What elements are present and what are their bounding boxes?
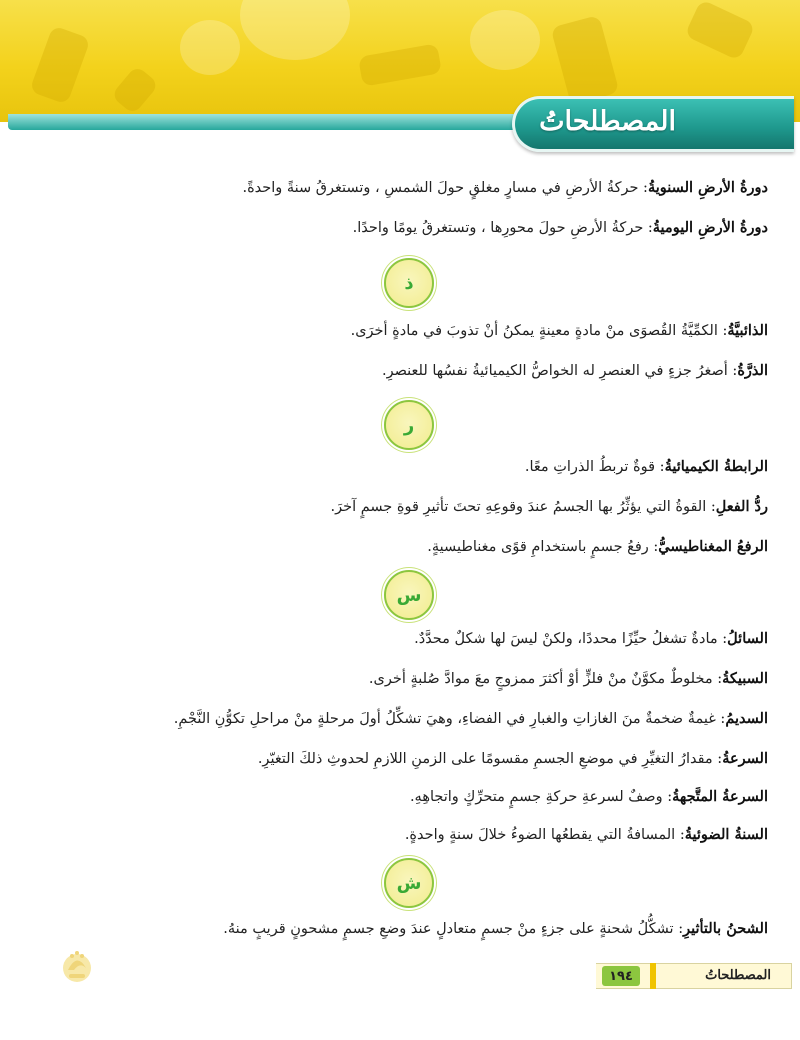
entry-term: الرفعُ المغناطيسيُّ <box>658 538 768 555</box>
entry-definition: : مخلوطٌ مكوَّنٌ منْ فلزٍّ أوْ أكثرَ ممزوجٍ معَ موادَّ صُلبةٍ أخرى. <box>368 671 723 687</box>
entry-term: السرعةُ <box>722 750 768 767</box>
section-letter-badge: ش <box>384 858 434 908</box>
entry-term: السديمُ <box>725 710 768 727</box>
entry-term: السنةُ الضوئيةُ <box>684 826 768 843</box>
entry-term: الذائبيَّةُ <box>727 322 768 339</box>
page-title: المصطلحاتُ <box>539 106 676 137</box>
glossary-entry <box>20 824 768 846</box>
entry-definition: : حركةُ الأرضِ في مسارٍ مغلقٍ حولَ الشمسِ ، وتستغرقُ سنةً واحدةً. <box>242 180 648 196</box>
entry-term: ردُّ الفعلِ <box>715 498 768 515</box>
page-number-badge: ١٩٤ <box>602 966 640 986</box>
entry-definition: : رفعُ جسمٍ باستخدامِ قوًى مغناطيسيةٍ. <box>427 539 659 555</box>
entry-definition: : تشكُّلُ شحنةٍ على جزءٍ منْ جسمٍ متعادلٍ عندَ وضعِ جسمٍ مشحونٍ قريبٍ منهُ. <box>223 921 684 937</box>
glossary-entry <box>20 536 768 558</box>
glossary-entry <box>20 708 768 730</box>
entry-term: دورةُ الأرضِ السنويةُ <box>647 179 768 196</box>
glossary-entry <box>20 918 768 940</box>
glossary-entry <box>20 217 768 239</box>
entry-definition: : حركةُ الأرضِ حولَ محورِها ، وتستغرقُ يومًا واحدًا. <box>352 220 653 236</box>
section-letter-badge: س <box>384 570 434 620</box>
page-footer <box>596 963 792 989</box>
section-letter-badge: ذ <box>384 258 434 308</box>
entry-term: الذرَّةُ <box>737 362 768 379</box>
glossary-entry <box>20 320 768 342</box>
entry-term: الشحنُ بالتأثيرِ <box>683 920 768 937</box>
footer-label: المصطلحاتُ <box>705 968 771 983</box>
glossary-entry <box>20 177 768 199</box>
entry-term: الرابطةُ الكيميائيةُ <box>664 458 768 475</box>
glossary-entry <box>20 668 768 690</box>
entry-definition: : مادةٌ تشغلُ حيِّزًا محددًا، ولكنْ ليسَ لها شكلٌ محدَّدٌ. <box>414 631 728 647</box>
glossary-entry <box>20 628 768 650</box>
entry-definition: : الكمِّيَّةُ القُصوَى منْ مادةٍ معينةٍ يمكنُ أنْ تذوبَ في مادةٍ أخرَى. <box>350 323 728 339</box>
section-letter-badge: ر <box>384 400 434 450</box>
entry-definition: : غيمةٌ ضخمةٌ منَ الغازاتِ والغبارِ في الفضاءِ، وهيَ تشكِّلُ أولَ مرحلةٍ منْ مراحلِ تكوُّنِ النَّجْمِ. <box>173 711 726 727</box>
glossary-entry <box>20 748 768 770</box>
entry-definition: : المسافةُ التي يقطعُها الضوءُ خلالَ سنةٍ واحدةٍ. <box>404 827 685 843</box>
entry-term: السبيكةُ <box>722 670 768 687</box>
entry-definition: : وصفٌ لسرعةِ حركةِ جسمٍ متحرِّكٍ واتجاهِهِ. <box>409 789 673 805</box>
entry-term: السائلُ <box>727 630 768 647</box>
entry-definition: : قوةٌ تربطُ الذراتِ معًا. <box>524 459 665 475</box>
entry-term: دورةُ الأرضِ اليوميةُ <box>652 219 768 236</box>
entry-term: السرعةُ المتَّجهةُ <box>672 788 768 805</box>
footer-accent <box>650 963 656 989</box>
entry-definition: : مقدارُ التغيِّرِ في موضعِ الجسمِ مقسومًا على الزمنِ اللازمِ لحدوثِ ذلكَ التغيّرِ. <box>257 751 723 767</box>
glossary-entry <box>20 786 768 808</box>
ministry-logo-icon <box>60 946 94 986</box>
glossary-entry <box>20 496 768 518</box>
entry-definition: : القوةُ التي يؤثِّرُ بها الجسمُ عندَ وقوعِهِ تحتَ تأثيرِ قوةِ جسمٍ آخرَ. <box>330 499 716 515</box>
glossary-entry <box>20 360 768 382</box>
glossary-entry <box>20 456 768 478</box>
entry-definition: : أصغرُ جزءٍ في العنصرِ له الخواصُّ الكيميائيةُ نفسُها للعنصرِ. <box>382 363 738 379</box>
